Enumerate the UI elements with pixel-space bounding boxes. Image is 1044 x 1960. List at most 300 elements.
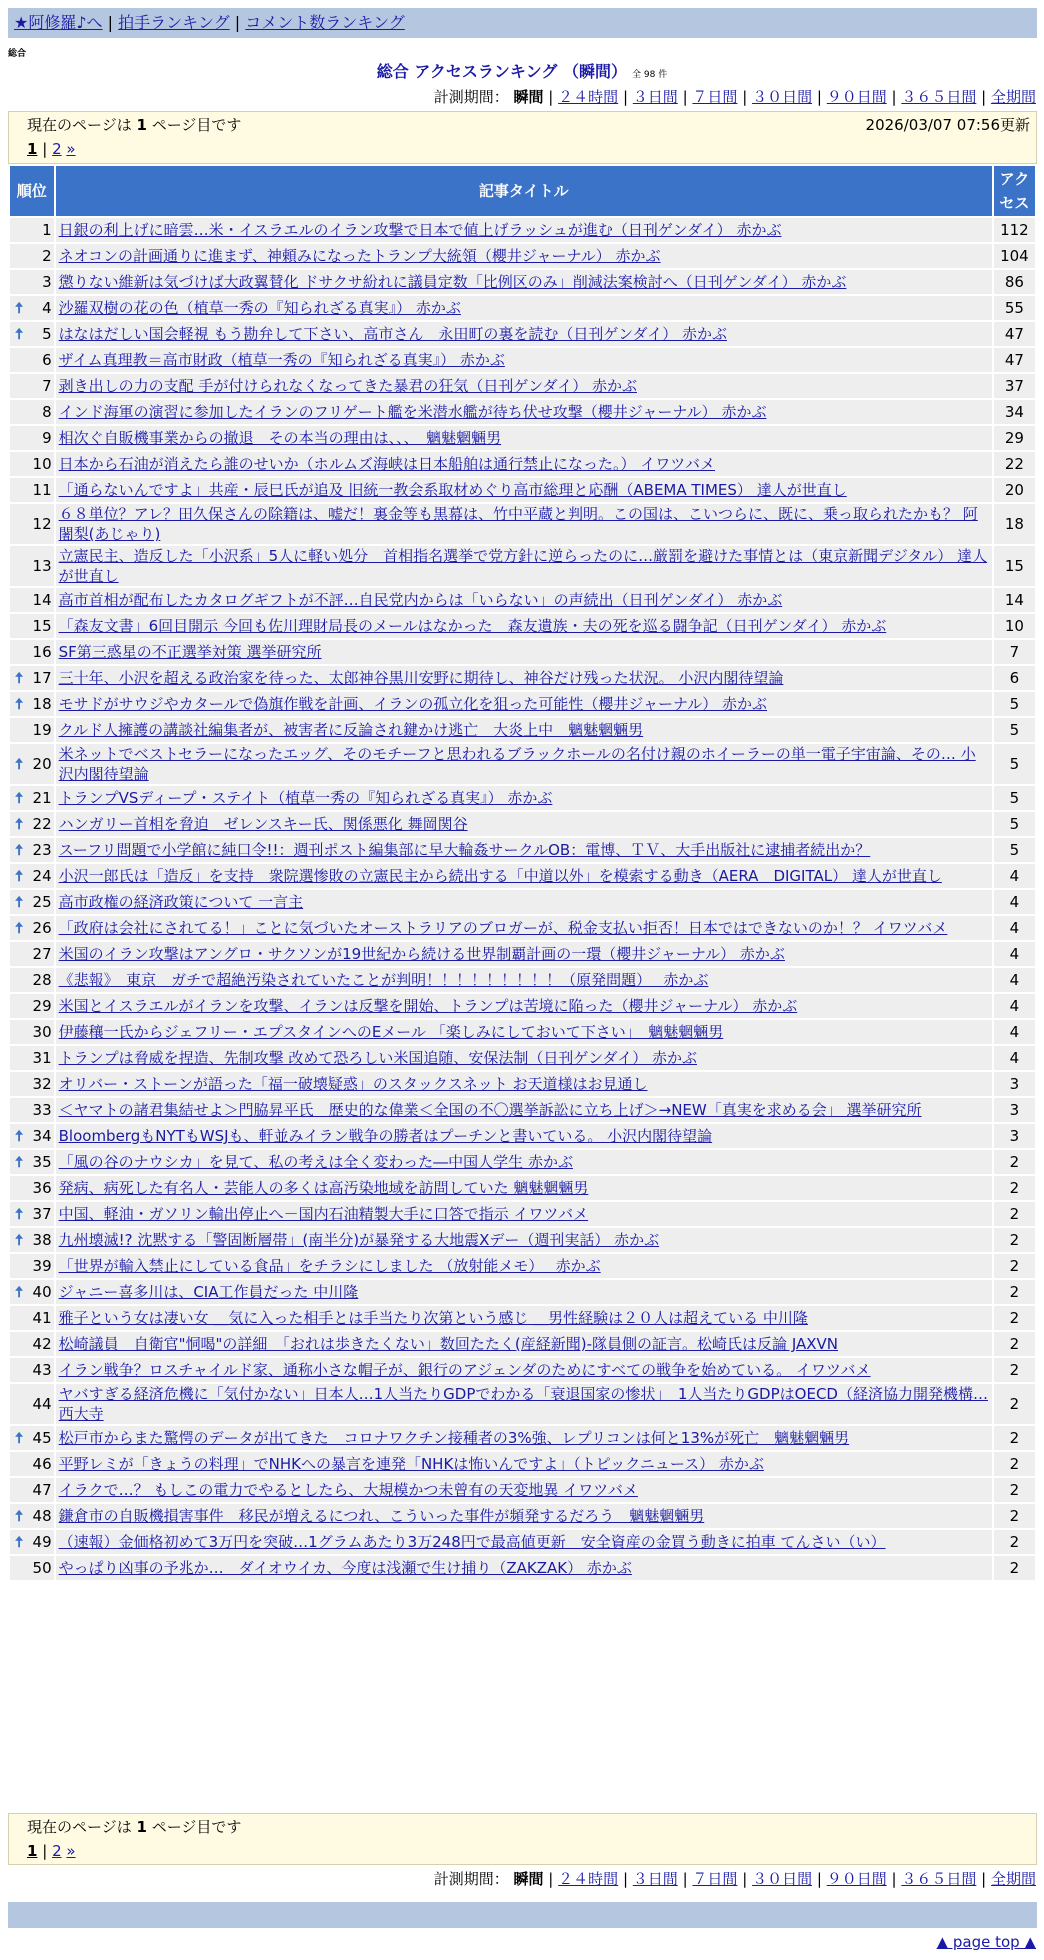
table-row — [10, 968, 1035, 992]
title-cell — [56, 1478, 992, 1502]
period-separator: | — [548, 1870, 554, 1888]
period-separator: | — [742, 88, 748, 106]
rank-up-arrow-icon: 🠅 — [15, 867, 24, 885]
title-cell — [56, 838, 992, 862]
article-link[interactable]: はなはだしい国会軽視 もう勘弁して下さい、高市さん 永田町の裏を読む（日刊ゲンダイ） 赤かぶ — [58, 325, 727, 343]
title-cell — [56, 374, 992, 398]
title-cell — [56, 322, 992, 346]
access-count: 4 — [994, 1020, 1035, 1044]
article-link[interactable]: 剥き出しの力の支配 手が付けられなくなってきた暴君の狂気（日刊ゲンダイ） 赤かぶ — [58, 377, 637, 395]
period-separator: | — [742, 1870, 748, 1888]
access-count: 2 — [994, 1150, 1035, 1174]
table-row — [10, 218, 1035, 242]
rank-number: 24 — [32, 867, 52, 885]
period-separator: | — [891, 88, 897, 106]
rank-number: 36 — [32, 1179, 52, 1197]
access-count: 104 — [994, 244, 1035, 268]
rank-number: 26 — [32, 919, 52, 937]
rank-number: 32 — [32, 1075, 52, 1093]
access-count: 2 — [994, 1504, 1035, 1528]
access-count: 3 — [994, 1124, 1035, 1148]
rank-number: 17 — [32, 669, 52, 687]
article-link[interactable]: 高市首相が配布したカタログギフトが不評…自民党内からは「いらない」の声続出（日刊ゲンダイ） 赤かぶ — [58, 591, 783, 609]
period-separator: | — [682, 1870, 688, 1888]
access-count: 2 — [994, 1332, 1035, 1356]
rank-number: 48 — [32, 1507, 52, 1525]
table-row — [10, 322, 1035, 346]
table-row — [10, 640, 1035, 664]
title-cell — [56, 1452, 992, 1476]
rank-number: 42 — [32, 1335, 52, 1353]
article-link[interactable]: 相次ぐ自販機事業からの撤退 その本当の理由は、、、 魑魅魍魎男 — [58, 429, 502, 447]
article-link[interactable]: 「通らないんですよ」共産・辰巳氏が追及 旧統一教会系取材めぐり高市総理と応酬（ABEMA TIMES） 達人が世直し — [58, 481, 847, 499]
access-count: 10 — [994, 614, 1035, 638]
access-count: 20 — [994, 478, 1035, 502]
rank-number: 37 — [32, 1205, 52, 1223]
pager-bottom — [8, 1813, 1037, 1865]
table-row — [10, 942, 1035, 966]
title-cell — [56, 296, 992, 320]
title-cell — [56, 1072, 992, 1096]
rank-up-arrow-icon: 🠅 — [15, 695, 24, 713]
article-link[interactable]: クルド人擁護の講談社編集者が、被害者に反論され鍵かけ逃亡 大炎上中 魑魅魍魎男 — [58, 721, 644, 739]
table-row — [10, 786, 1035, 810]
article-link[interactable]: オリバー・ストーンが語った「福一破壊疑惑」のスタックスネット お天道様はお見通し — [58, 1075, 648, 1093]
article-link[interactable]: 《悲報》 東京 ガチで超絶汚染されていたことが判明！！！！！！！！！（原発問題） 赤かぶ — [58, 971, 709, 989]
access-count: 2 — [994, 1254, 1035, 1278]
table-row — [10, 1556, 1035, 1580]
table-row — [10, 1176, 1035, 1200]
title-cell — [56, 1504, 992, 1528]
access-count: 2 — [994, 1228, 1035, 1252]
article-link[interactable]: 米国のイラン攻撃はアングロ・サクソンが19世紀から続ける世界制覇計画の一環（櫻井ジャーナル） 赤かぶ — [58, 945, 785, 963]
article-link[interactable]: ハンガリー首相を脅迫 ゼレンスキー氏、関係悪化 舞岡関谷 — [58, 815, 468, 833]
table-row — [10, 1504, 1035, 1528]
table-row — [10, 1478, 1035, 1502]
rank-up-arrow-icon: 🠅 — [15, 669, 24, 687]
article-link[interactable]: ヤバすぎる経済危機に「気付かない」日本人…1人当たりGDPでわかる「衰退国家の惨状」 1人当たりGDPはOECD（経済協力開発機構… 西大寺 — [58, 1385, 988, 1423]
rank-cell — [10, 374, 54, 398]
article-link[interactable]: ６８単位？アレ？田久保さんの除籍は、嘘だ！裏金等も黒幕は、竹中平蔵と判明。この国は、こいつらに、既に、乗っ取られたかも？ 阿闍梨(あじゃり) — [58, 505, 978, 543]
access-count: 2 — [994, 1426, 1035, 1450]
article-link[interactable]: 日銀の利上げに暗雲…米・イスラエルのイラン攻撃で日本で値上げラッシュが進む（日刊ゲンダイ） 赤かぶ — [58, 221, 782, 239]
article-link[interactable]: 米国とイスラエルがイランを攻撃、イランは反撃を開始、トランプは苦境に陥った（櫻井ジャーナル） 赤かぶ — [58, 997, 798, 1015]
comment-ranking-link[interactable]: コメント数ランキング — [245, 13, 405, 32]
rank-cell — [10, 864, 54, 888]
article-link[interactable]: モサドがサウジやカタールで偽旗作戦を計画、イランの孤立化を狙った可能性（櫻井ジャーナル） 赤かぶ — [58, 695, 768, 713]
access-count: 4 — [994, 916, 1035, 940]
title-cell — [56, 218, 992, 242]
access-count: 34 — [994, 400, 1035, 424]
period-365d-link[interactable]: ３６５日間 — [901, 1870, 977, 1888]
article-link[interactable]: ジャニー喜多川は、CIA工作員だった 中川隆 — [58, 1283, 359, 1301]
rank-cell — [10, 666, 54, 690]
nav-separator: | — [234, 13, 241, 32]
title-cell — [56, 1150, 992, 1174]
article-link[interactable]: トランプVSディープ・ステイト（植草一秀の『知られざる真実』） 赤かぶ — [58, 789, 553, 807]
rank-cell — [10, 1072, 54, 1096]
rank-number: 6 — [42, 351, 52, 369]
access-count: 29 — [994, 426, 1035, 450]
rank-number: 15 — [32, 617, 52, 635]
rank-cell — [10, 244, 54, 268]
applause-ranking-link[interactable]: 拍手ランキング — [118, 13, 230, 32]
rank-number: 33 — [32, 1101, 52, 1119]
next-page-link[interactable]: » — [66, 1842, 76, 1860]
access-count: 22 — [994, 452, 1035, 476]
article-link[interactable]: 松戸市からまた驚愕のデータが出てきた コロナワクチン接種者の3%強、レプリコンは何と13%が死亡 魑魅魍魎男 — [58, 1429, 850, 1447]
access-count: 5 — [994, 744, 1035, 784]
rank-cell — [10, 1358, 54, 1382]
title-cell — [56, 1332, 992, 1356]
article-link[interactable]: 松崎議員 自衛官"恫喝"の詳細 「おれは歩きたくない」数回たたく(産経新聞)-隊員側の証言。松崎氏は反論 JAXVN — [58, 1335, 838, 1353]
rank-number: 7 — [42, 377, 52, 395]
title-cell — [56, 864, 992, 888]
period-separator: | — [682, 88, 688, 106]
table-row — [10, 718, 1035, 742]
table-row — [10, 400, 1035, 424]
period-all-link[interactable]: 全期間 — [990, 88, 1036, 106]
rank-number: 20 — [32, 755, 52, 773]
rank-cell — [10, 1046, 54, 1070]
rank-number: 1 — [42, 221, 52, 239]
access-count: 3 — [994, 1072, 1035, 1096]
rank-cell — [10, 744, 54, 784]
period-separator: | — [891, 1870, 897, 1888]
title-cell — [56, 942, 992, 966]
period-label: 計測期間： — [433, 88, 509, 106]
period-all-link[interactable]: 全期間 — [990, 1870, 1036, 1888]
rank-cell — [10, 1254, 54, 1278]
rank-number: 41 — [32, 1309, 52, 1327]
rank-number: 28 — [32, 971, 52, 989]
rank-cell — [10, 1176, 54, 1200]
access-count: 6 — [994, 666, 1035, 690]
page-links: 1 | 2 » — [27, 140, 76, 158]
rank-cell — [10, 890, 54, 914]
title-cell — [56, 994, 992, 1018]
rank-cell — [10, 218, 54, 242]
table-row — [10, 348, 1035, 372]
rank-cell — [10, 1280, 54, 1304]
rank-number: 21 — [32, 789, 52, 807]
rank-number: 13 — [32, 557, 52, 575]
access-count: 5 — [994, 718, 1035, 742]
table-row — [10, 1332, 1035, 1356]
article-link[interactable]: やっぱり凶事の予兆か… ダイオウイカ、今度は浅瀬で生け捕り（ZAKZAK） 赤かぶ — [58, 1559, 632, 1577]
title-cell — [56, 666, 992, 690]
article-link[interactable]: 九州壊滅!? 沈黙する「警固断層帯」(南半分)が暴発する大地震Xデー（週刊実話） 赤かぶ — [58, 1231, 660, 1249]
title-cell — [56, 890, 992, 914]
top-nav-bar — [8, 8, 1037, 38]
article-link[interactable]: 懲りない維新は気づけば大政翼賛化 ドサクサ紛れに議員定数「比例区のみ」削減法案検討へ（日刊ゲンダイ） 赤かぶ — [58, 273, 847, 291]
rank-number: 18 — [32, 695, 52, 713]
rank-up-arrow-icon: 🠅 — [15, 299, 24, 317]
period-separator: | — [981, 1870, 987, 1888]
page-2-link[interactable]: 2 — [52, 1842, 62, 1860]
table-row — [10, 1150, 1035, 1174]
period-selector-bottom — [434, 1869, 1036, 1889]
rank-number: 8 — [42, 403, 52, 421]
rank-number: 50 — [32, 1559, 52, 1577]
rank-cell — [10, 1020, 54, 1044]
article-link[interactable]: BloombergもNYTもWSJも、軒並みイラン戦争の勝者はプーチンと書いている。 小沢内閣待望論 — [58, 1127, 713, 1145]
article-link[interactable]: 「政府は会社にされてる！」ことに気づいたオーストラリアのブロガーが、税金支払い拒否！日本ではできないのか！？ イワツバメ — [58, 919, 948, 937]
title-cell — [56, 1556, 992, 1580]
article-link[interactable]: 「風の谷のナウシカ」を見て、私の考えは全く変わった―中国人学生 赤かぶ — [58, 1153, 573, 1171]
rank-up-arrow-icon: 🠅 — [15, 1127, 24, 1145]
current-page-text: 現在のページは 1 ページ目です — [27, 116, 242, 134]
access-count: 5 — [994, 692, 1035, 716]
period-365d-link[interactable]: ３６５日間 — [901, 88, 977, 106]
title-cell — [56, 1306, 992, 1330]
access-count: 2 — [994, 1384, 1035, 1424]
table-row — [10, 1426, 1035, 1450]
rank-number: 16 — [32, 643, 52, 661]
article-link[interactable]: 米ネットでベストセラーになったエッグ、そのモチーフと思われるブラックホールの名付け親のホイーラーの単一電子宇宙論、その… 小沢内閣待望論 — [58, 745, 976, 783]
current-page-text: 現在のページは 1 ページ目です — [27, 1818, 242, 1836]
article-link[interactable]: 発病、病死した有名人・芸能人の多くは高汚染地域を訪問していた 魑魅魍魎男 — [58, 1179, 589, 1197]
period-current: 瞬間 — [513, 1870, 544, 1888]
title-cell — [56, 588, 992, 612]
access-count: 5 — [994, 812, 1035, 836]
table-row — [10, 244, 1035, 268]
rank-cell — [10, 588, 54, 612]
period-3d-link[interactable]: ３日間 — [632, 1870, 678, 1888]
rank-number: 39 — [32, 1257, 52, 1275]
title-cell — [56, 1384, 992, 1424]
rank-number: 44 — [32, 1395, 52, 1413]
article-link[interactable]: 平野レミが「きょうの料理」でNHKへの暴言を連発「NHKは怖いんですよ」（トピックニュース） 赤かぶ — [58, 1455, 764, 1473]
table-row — [10, 374, 1035, 398]
rank-cell — [10, 1332, 54, 1356]
rank-cell — [10, 504, 54, 544]
article-link[interactable]: 「世界が輸入禁止にしている食品」をチラシにしました （放射能メモ） 赤かぶ — [58, 1257, 601, 1275]
rank-up-arrow-icon: 🠅 — [15, 1283, 24, 1301]
rank-up-arrow-icon: 🠅 — [15, 919, 24, 937]
title-cell — [56, 1228, 992, 1252]
article-link[interactable]: 伊藤穰一氏からジェフリー・エプスタインへのEメール 「楽しみにしておいて下さい」 魑魅魍魎男 — [58, 1023, 724, 1041]
table-row — [10, 1254, 1035, 1278]
rank-cell — [10, 916, 54, 940]
article-link[interactable]: ネオコンの計画通りに進まず、神頼みになったトランプ大統領（櫻井ジャーナル） 赤かぶ — [58, 247, 661, 265]
rank-cell — [10, 1504, 54, 1528]
title-cell — [56, 692, 992, 716]
table-row — [10, 1098, 1035, 1122]
article-link[interactable]: ＜ヤマトの諸君集結せよ＞門脇昇平氏 歴史的な偉業＜全国の不〇選挙訴訟に立ち上げ＞→NEW「真実を求める会」 選挙研究所 — [58, 1101, 922, 1119]
title-cell — [56, 1176, 992, 1200]
article-link[interactable]: 小沢一郎氏は「造反」を支持 衆院選惨敗の立憲民主から続出する「中道以外」を模索する動き（AERA DIGITAL） 達人が世直し — [58, 867, 942, 885]
period-label: 計測期間： — [433, 1870, 509, 1888]
rank-number: 9 — [42, 429, 52, 447]
rank-number: 38 — [32, 1231, 52, 1249]
rank-number: 47 — [32, 1481, 52, 1499]
access-count: 2 — [994, 1358, 1035, 1382]
table-row — [10, 588, 1035, 612]
rank-up-arrow-icon: 🠅 — [15, 755, 24, 773]
title-cell — [56, 916, 992, 940]
rank-cell — [10, 968, 54, 992]
rank-number: 5 — [42, 325, 52, 343]
table-row — [10, 504, 1035, 544]
access-count: 4 — [994, 968, 1035, 992]
table-row — [10, 1280, 1035, 1304]
title-cell — [56, 1124, 992, 1148]
rank-number: 30 — [32, 1023, 52, 1041]
rank-cell — [10, 812, 54, 836]
article-link[interactable]: イラクで…？ もしこの電力でやるとしたら、大規模かつ未曾有の天変地異 イワツバメ — [58, 1481, 638, 1499]
article-link[interactable]: 中国、軽油・ガソリン輸出停止へ－国内石油精製大手に口答で指示 イワツバメ — [58, 1205, 589, 1223]
table-row — [10, 1452, 1035, 1476]
rank-cell — [10, 1530, 54, 1554]
title-cell — [56, 744, 992, 784]
title-cell — [56, 546, 992, 586]
table-row — [10, 864, 1035, 888]
article-link[interactable]: （速報）金価格初めて3万円を突破…1グラムあたり3万248円で最高値更新 安全資産の金買う動きに拍車 てんさい（い） — [58, 1533, 886, 1551]
nav-separator: | — [107, 13, 114, 32]
article-link[interactable]: 日本から石油が消えたら誰のせいか（ホルムズ海峡は日本船舶は通行禁止になった。） イワツバメ — [58, 455, 715, 473]
rank-number: 40 — [32, 1283, 52, 1301]
rank-cell — [10, 452, 54, 476]
table-row — [10, 270, 1035, 294]
page-1-link[interactable]: 1 — [27, 1842, 38, 1860]
rank-cell — [10, 1384, 54, 1424]
rank-number: 4 — [42, 299, 52, 317]
article-link[interactable]: スーフリ問題で小学館に純口令!!：週刊ポスト編集部に早大輪姦サークルOB：電博、ＴＶ、大手出版社に逮捕者続出か？ — [58, 841, 871, 859]
period-separator: | — [816, 1870, 822, 1888]
rank-cell — [10, 1306, 54, 1330]
title-cell — [56, 786, 992, 810]
rank-cell — [10, 614, 54, 638]
home-link[interactable]: ★阿修羅♪へ — [14, 13, 103, 32]
rank-number: 29 — [32, 997, 52, 1015]
period-separator: | — [622, 1870, 628, 1888]
table-row — [10, 916, 1035, 940]
rank-cell — [10, 1556, 54, 1580]
access-count: 4 — [994, 890, 1035, 914]
period-3d-link[interactable]: ３日間 — [632, 88, 678, 106]
access-count: 47 — [994, 322, 1035, 346]
title-cell — [56, 614, 992, 638]
rank-number: 11 — [32, 481, 52, 499]
article-link[interactable]: 三十年、小沢を超える政治家を待った、太郎神谷黒川安野に期待し、神谷だけ残った状況。 小沢内閣待望論 — [58, 669, 784, 687]
article-link[interactable]: 高市政権の経済政策について 一言主 — [58, 893, 304, 911]
rank-number: 43 — [32, 1361, 52, 1379]
category-label: 総合 — [8, 49, 27, 59]
rank-cell — [10, 1478, 54, 1502]
title-cell — [56, 968, 992, 992]
page-top-link[interactable]: ▲ page top ▲ — [936, 1933, 1036, 1951]
period-selector-top — [434, 87, 1036, 107]
access-count: 7 — [994, 640, 1035, 664]
period-90d-link[interactable]: ９０日間 — [826, 1870, 887, 1888]
period-separator: | — [816, 88, 822, 106]
rank-cell — [10, 1426, 54, 1450]
rank-number: 14 — [32, 591, 52, 609]
rank-cell — [10, 270, 54, 294]
period-24h-link[interactable]: ２４時間 — [558, 1870, 619, 1888]
title-cell — [56, 478, 992, 502]
access-count: 14 — [994, 588, 1035, 612]
period-24h-link[interactable]: ２４時間 — [558, 88, 619, 106]
article-link[interactable]: イラン戦争？ロスチャイルド家、通称小さな帽子が、銀行のアジェンダのためにすべての戦争を始めている。 イワツバメ — [58, 1361, 871, 1379]
access-count: 86 — [994, 270, 1035, 294]
access-count: 2 — [994, 1280, 1035, 1304]
rank-cell — [10, 546, 54, 586]
column-header-access: アクセス — [994, 166, 1035, 216]
page-1-link[interactable]: 1 — [27, 140, 38, 158]
table-header-row — [10, 166, 1035, 216]
period-90d-link[interactable]: ９０日間 — [826, 88, 887, 106]
rank-number: 22 — [32, 815, 52, 833]
access-count: 4 — [994, 994, 1035, 1018]
access-count: 4 — [994, 1046, 1035, 1070]
table-row — [10, 296, 1035, 320]
article-link[interactable]: トランプは脅威を捏造、先制攻撃 改めて恐ろしい米国追随、安保法制（日刊ゲンダイ） 赤かぶ — [58, 1049, 697, 1067]
article-link[interactable]: 沙羅双樹の花の色（植草一秀の『知られざる真実』） 赤かぶ — [58, 299, 461, 317]
rank-number: 27 — [32, 945, 52, 963]
rank-cell — [10, 692, 54, 716]
title-cell — [56, 1098, 992, 1122]
rank-number: 3 — [42, 273, 52, 291]
table-row — [10, 1384, 1035, 1424]
access-count: 15 — [994, 546, 1035, 586]
rank-number: 46 — [32, 1455, 52, 1473]
table-row — [10, 1228, 1035, 1252]
access-count: 2 — [994, 1452, 1035, 1476]
access-count: 4 — [994, 864, 1035, 888]
article-link[interactable]: SF第三惑星の不正選挙対策 選挙研究所 — [58, 643, 322, 661]
period-7d-link[interactable]: ７日間 — [692, 88, 738, 106]
rank-up-arrow-icon: 🠅 — [15, 893, 24, 911]
rank-up-arrow-icon: 🠅 — [15, 325, 24, 343]
title-cell — [56, 1358, 992, 1382]
article-link[interactable]: ザイム真理教＝高市財政（植草一秀の『知られざる真実』） 赤かぶ — [58, 351, 505, 369]
table-row — [10, 614, 1035, 638]
rank-number: 25 — [32, 893, 52, 911]
rank-cell — [10, 1228, 54, 1252]
page-2-link[interactable]: 2 — [52, 140, 62, 158]
rank-number: 10 — [32, 455, 52, 473]
rank-number: 45 — [32, 1429, 52, 1447]
rank-up-arrow-icon: 🠅 — [15, 1507, 24, 1525]
period-7d-link[interactable]: ７日間 — [692, 1870, 738, 1888]
rank-cell — [10, 478, 54, 502]
article-link[interactable]: インド海軍の演習に参加したイランのフリゲート艦を米潜水艦が待ち伏せ攻撃（櫻井ジャーナル） 赤かぶ — [58, 403, 767, 421]
period-30d-link[interactable]: ３０日間 — [752, 1870, 813, 1888]
table-row — [10, 1530, 1035, 1554]
period-30d-link[interactable]: ３０日間 — [752, 88, 813, 106]
article-link[interactable]: 立憲民主、造反した「小沢系」5人に軽い処分 首相指名選挙で党方針に逆らったのに…厳罰を避けた事情とは（東京新聞デジタル） 達人が世直し — [58, 547, 988, 585]
table-row — [10, 1046, 1035, 1070]
page-title: 総合 アクセスランキング （瞬間） — [376, 62, 627, 81]
title-cell — [56, 1280, 992, 1304]
rank-cell — [10, 1150, 54, 1174]
rank-cell — [10, 426, 54, 450]
table-row — [10, 1202, 1035, 1226]
next-page-link[interactable]: » — [66, 140, 76, 158]
access-count: 5 — [994, 838, 1035, 862]
rank-up-arrow-icon: 🠅 — [15, 1231, 24, 1249]
table-row — [10, 838, 1035, 862]
access-count: 47 — [994, 348, 1035, 372]
rank-number: 12 — [32, 515, 52, 533]
title-cell — [56, 1202, 992, 1226]
article-link[interactable]: 雅子という女は凄い女 ＿気に入った相手とは手当たり次第という感じ ＿男性経験は２０人は超えている 中川隆 — [58, 1309, 808, 1327]
article-link[interactable]: 「森友文書」6回目開示 今回も佐川理財局長のメールはなかった 森友遺族・夫の死を巡る闘争記（日刊ゲンダイ） 赤かぶ — [58, 617, 887, 635]
article-link[interactable]: 鎌倉市の自販機損害事件 移民が増えるにつれ、こういった事件が頻発するだろう 魑魅魍魎男 — [58, 1507, 705, 1525]
title-cell — [56, 270, 992, 294]
